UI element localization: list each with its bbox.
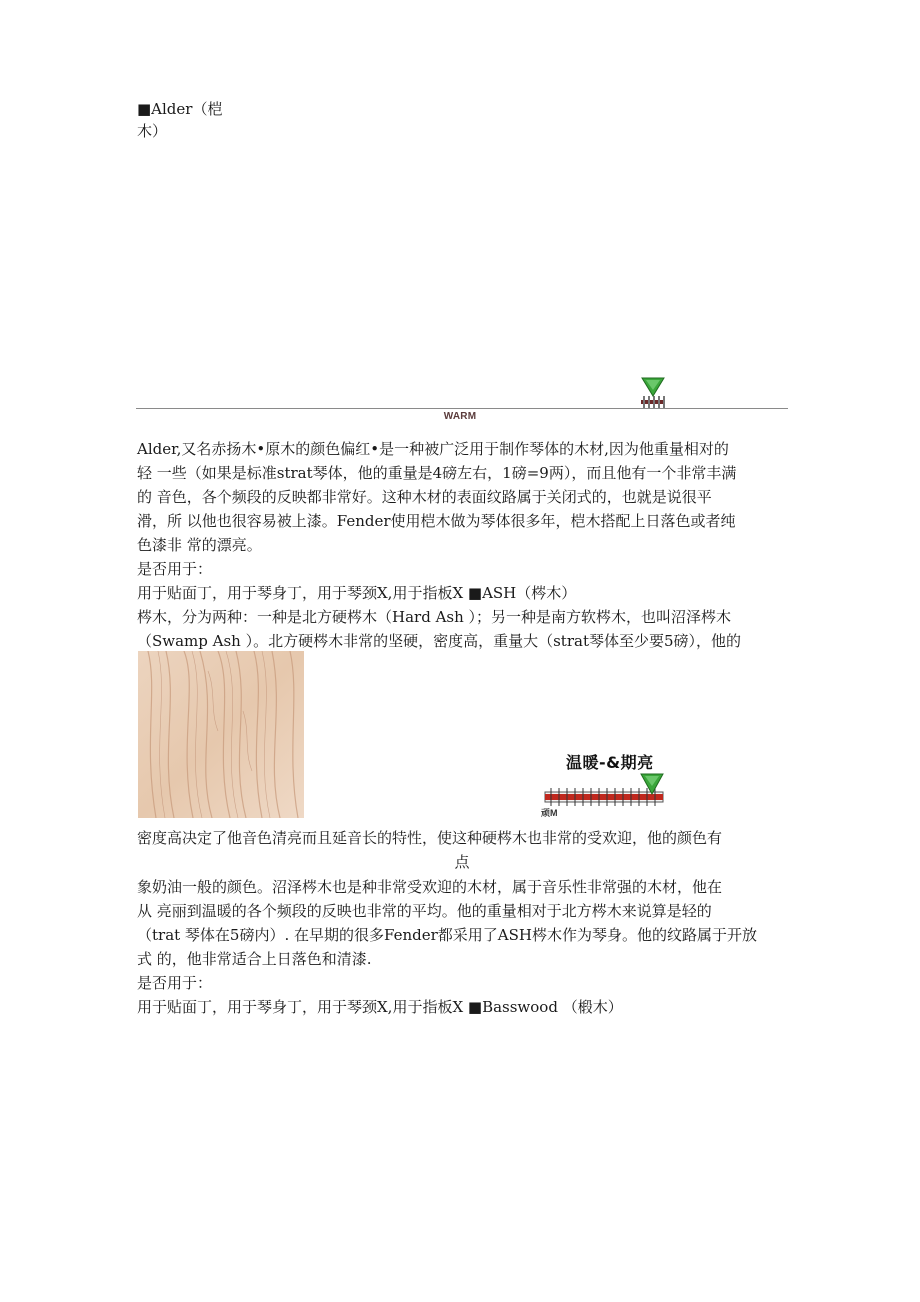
ash-description [137,875,789,1019]
tone-scale-warm-label: WARM [443,411,477,422]
text-line: 轻 一些（如果是标准strat琴体，他的重量是4磅左右，1磅=9两），而且他有一个非常丰满 [137,464,737,482]
text-line: 是否用于： [137,560,213,578]
text-line: Alder,又名赤扬木•原木的颜色偏红•是一种被广泛用于制作琴体的木材,因为他重量相对的 [137,440,729,458]
ash-center-dot: 点 [454,853,470,871]
alder-heading-line-1: ■Alder（桤 [137,100,223,118]
text-line: （Swamp Ash ）。北方硬梣木非常的坚硬，密度高，重量大（strat琴体至少要5磅），他的 [137,632,742,650]
text-line: （trat 琴体在5磅内）. 在早期的很多Fender都采用了ASH梣木作为琴身。他的纹路属于开放 [137,926,757,944]
tone-slider-label: 顽M [541,808,558,818]
ash-wood-grain-image [138,651,304,818]
text-line: 象奶油一般的颜色。沼泽梣木也是种非常受欢迎的木材，属于音乐性非常强的木材，他在 [137,878,723,896]
text-line: 用于贴面丁，用于琴身丁，用于琴颈X,用于指板X ■Basswood （椴木） [137,998,623,1016]
text-line: 从 亮丽到温暖的各个频段的反映也非常的平均。他的重量相对于北方梣木来说算是轻的 [137,902,712,920]
tone-marker-icon [638,376,668,410]
text-line: 是否用于： [137,974,213,992]
alder-description [137,437,789,653]
tone-scale-title: 温暖-&期亮 [566,753,654,772]
text-line: 式 的，他非常适合上日落色和清漆. [137,950,372,968]
text-line: 用于贴面丁，用于琴身丁，用于琴颈X,用于指板X ■ASH（梣木） [137,584,577,602]
ash-center-line: 密度高决定了他音色清亮而且延音长的特性，使这种硬梣木也非常的受欢迎，他的颜色有 [137,829,723,847]
tone-scale-rule [136,408,788,409]
tone-slider-icon [543,772,667,818]
text-line: 的 音色，各个频段的反映都非常好。这种木材的表面纹路属于关闭式的，也就是说很平 [137,488,712,506]
alder-heading [137,98,222,142]
text-line: 梣木，分为两种：一种是北方硬梣木（Hard Ash ）；另一种是南方软梣木，也叫沼泽梣木 [137,608,732,626]
text-line: 色漆非 常的漂亮。 [137,536,262,554]
alder-heading-line-2: 木） [137,122,168,140]
text-line: 滑，所 以他也很容易被上漆。Fender使用桤木做为琴体很多年，桤木搭配上日落色或者纯 [137,512,736,530]
